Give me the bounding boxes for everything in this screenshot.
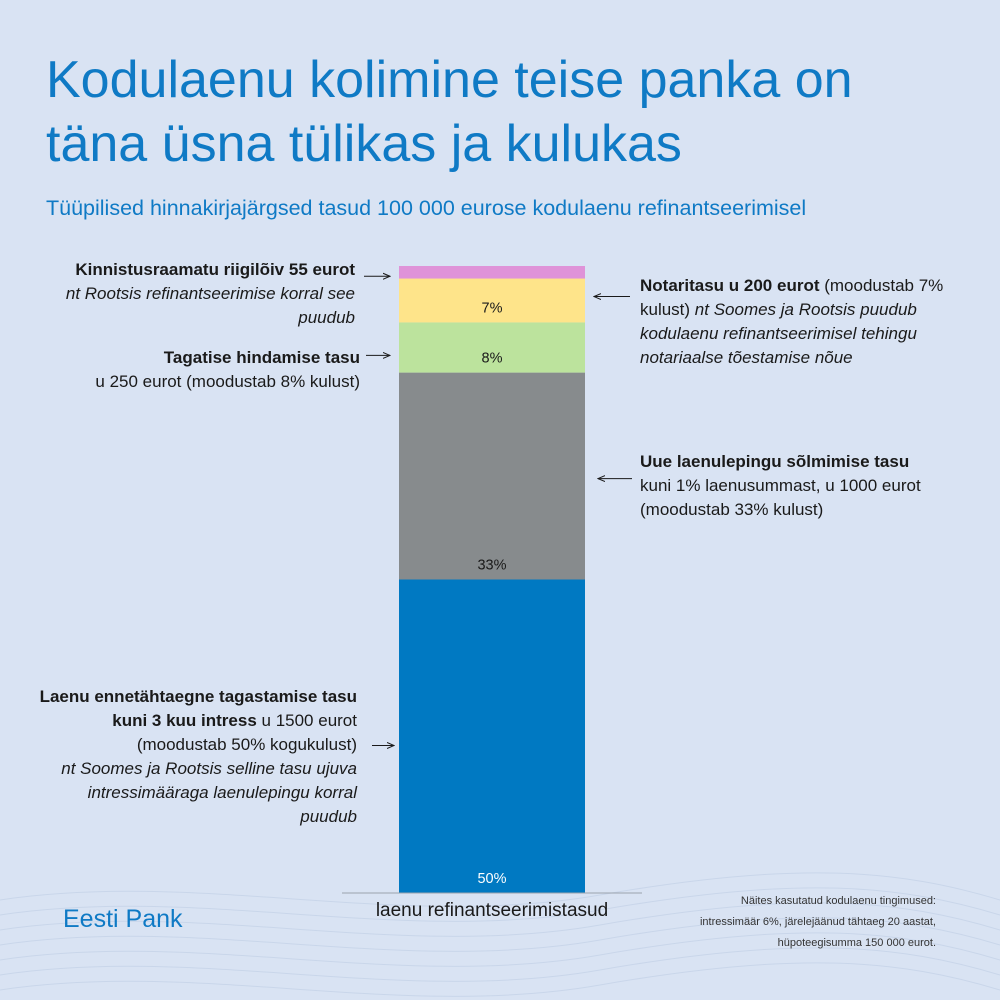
footnote bbox=[576, 891, 936, 954]
footnote-line-2: intressimäär 6%, järelejäänud tähtaeg 20 aastat, bbox=[699, 916, 936, 928]
data-label-valuation: 8% bbox=[481, 350, 503, 367]
annotation-early-repayment bbox=[30, 685, 357, 829]
annotation-valuation bbox=[30, 346, 360, 394]
footnote-line-3: hüpoteegisumma 150 000 eurot. bbox=[777, 937, 936, 949]
data-label-contract: 33% bbox=[477, 557, 507, 574]
annotation-early-repayment-text: u 1500 eurot (moodustab 50% kogukulust) bbox=[136, 711, 357, 754]
annotation-contract-title: Uue laenulepingu sõlmimise tasu bbox=[640, 452, 910, 471]
data-label-notary: 7% bbox=[481, 300, 503, 317]
page-subtitle: Tüüpilised hinnakirjajärgsed tasud 100 000 eurose kodulaenu refinantseerimisel bbox=[46, 196, 807, 220]
annotation-notary-note: nt Soomes ja Rootsis puudub kodulaenu refinantseerimisel tehingu notariaalse tõestamise nõue bbox=[640, 300, 917, 367]
annotation-valuation-title: Tagatise hindamise tasu bbox=[163, 348, 360, 367]
annotation-notary-text: (moodustab 7% kulust) bbox=[640, 276, 944, 319]
annotation-state-fee bbox=[30, 258, 355, 330]
annotation-state-fee-title: Kinnistusraamatu riigilõiv 55 eurot bbox=[75, 260, 355, 279]
annotation-early-repayment-title: Laenu ennetähtaegne tagastamise tasu kuni 3 kuu intress bbox=[39, 687, 357, 730]
footnote-line-1: Näites kasutatud kodulaenu tingimused: bbox=[740, 895, 936, 907]
annotation-notary bbox=[640, 274, 970, 370]
brand-logo-text: Eesti Pank bbox=[63, 905, 183, 933]
x-category-label: laenu refinantseerimistasud bbox=[375, 900, 609, 921]
bar-segment-stateFee bbox=[399, 266, 585, 279]
page-title: Kodulaenu kolimine teise panka on täna üsna tülikas ja kulukas bbox=[46, 51, 853, 173]
annotation-contract bbox=[640, 450, 960, 522]
annotation-state-fee-note: nt Rootsis refinantseerimise korral see puudub bbox=[65, 284, 355, 327]
bar-segment-contract bbox=[399, 373, 585, 580]
data-label-early: 50% bbox=[477, 871, 507, 887]
annotation-contract-text: kuni 1% laenusummast, u 1000 eurot (moodustab 33% kulust) bbox=[640, 476, 921, 519]
annotation-valuation-text: u 250 eurot (moodustab 8% kulust) bbox=[95, 372, 360, 391]
bar-segment-early bbox=[399, 580, 585, 894]
annotation-notary-title: Notaritasu u 200 eurot bbox=[640, 276, 820, 295]
annotation-early-repayment-note: nt Soomes ja Rootsis selline tasu ujuva intressimääraga laenulepingu korral puudub bbox=[61, 759, 357, 826]
